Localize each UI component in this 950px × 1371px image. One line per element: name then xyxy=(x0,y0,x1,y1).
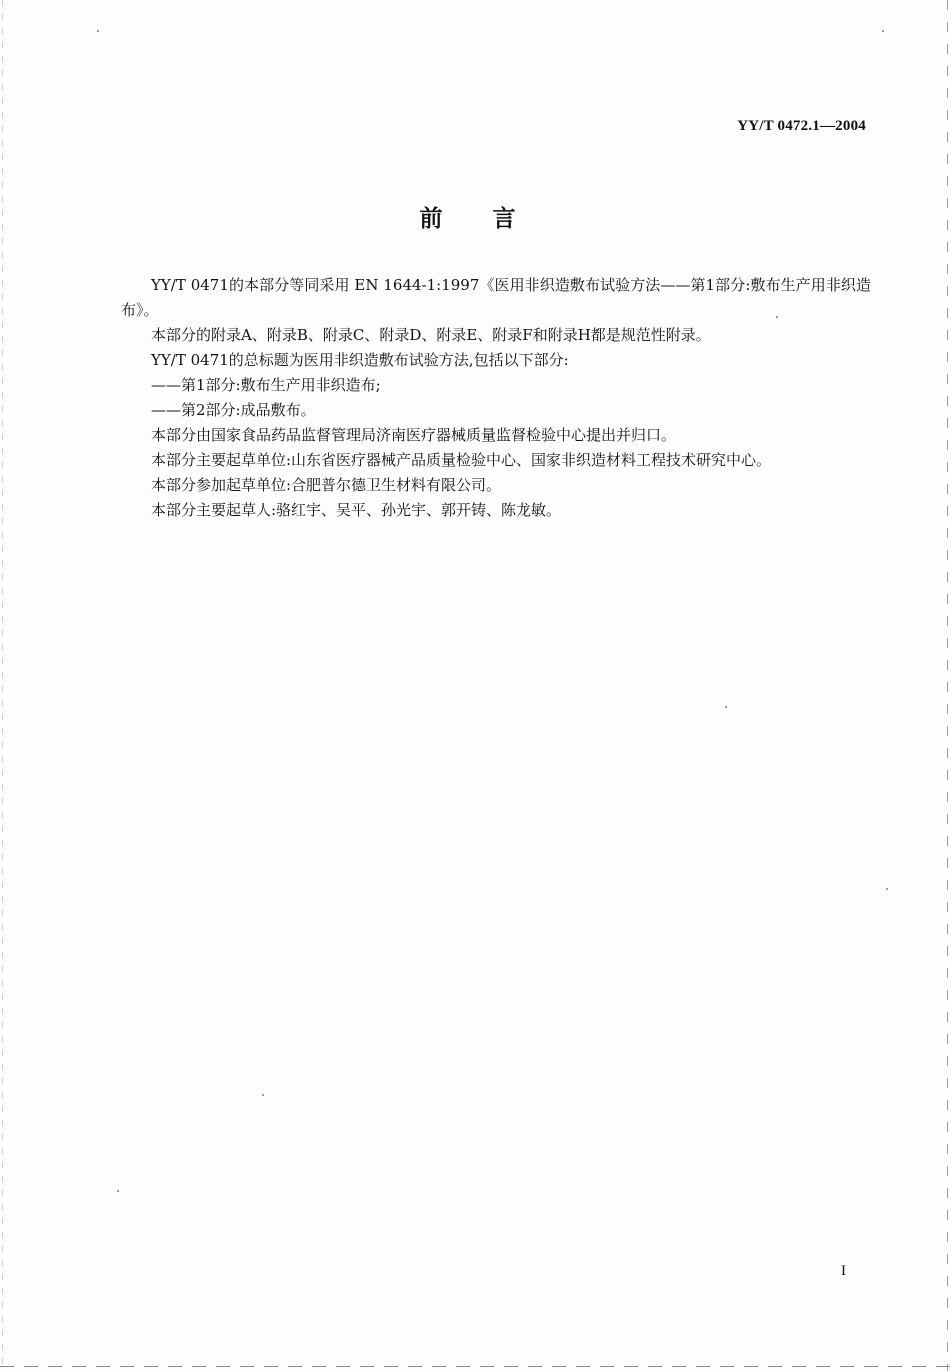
scan-speck xyxy=(97,30,99,32)
scan-speck xyxy=(886,888,888,890)
foreword-paragraph: 本部分主要起草单位:山东省医疗器械产品质量检验中心、国家非织造材料工程技术研究中心。 xyxy=(151,451,772,469)
standard-code: YY/T 0472.1—2004 xyxy=(737,118,866,134)
foreword-paragraph: 本部分的附录A、附录B、附录C、附录D、附录E、附录F和附录H都是规范性附录。 xyxy=(151,326,711,344)
foreword-paragraph: 本部分主要起草人:骆红宇、吴平、孙光宇、郭开铸、陈龙敏。 xyxy=(151,501,562,519)
foreword-paragraph: 本部分参加起草单位:合肥普尔德卫生材料有限公司。 xyxy=(151,476,502,494)
foreword-body xyxy=(121,273,871,523)
scan-speck xyxy=(262,1094,264,1096)
scan-speck xyxy=(725,706,727,708)
foreword-paragraph: YY/T 0471的总标题为医用非织造敷布试验方法,包括以下部分: xyxy=(151,351,569,369)
scan-edge-bottom xyxy=(0,1366,950,1367)
page-title: 前言 xyxy=(419,206,566,232)
scan-speck xyxy=(882,30,884,32)
parts-list-item: ——第2部分:成品敷布。 xyxy=(151,401,316,419)
page-number: I xyxy=(841,1263,846,1279)
foreword-paragraph: 本部分由国家食品药品监督管理局济南医疗器械质量监督检验中心提出并归口。 xyxy=(151,426,677,444)
scan-speck xyxy=(117,1190,119,1192)
parts-list-item: ——第1部分:敷布生产用非织造布; xyxy=(151,376,381,394)
foreword-paragraph: YY/T 0471的本部分等同采用 EN 1644-1:1997《医用非织造敷布试验方法——第1部分:敷布生产用非织造布》。 xyxy=(121,276,871,319)
